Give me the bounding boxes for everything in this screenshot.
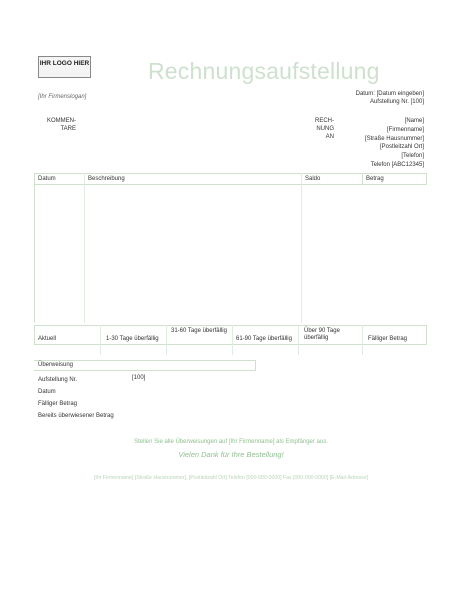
aging-current: Aktuell — [38, 336, 57, 342]
logo-text: IHR LOGO HIER — [39, 60, 90, 67]
remit-statement-number-value: [100] — [132, 375, 146, 381]
remittance-note: Stellen Sie alle Überweisungen auf [Ihr Firmenname] als Empfänger aus. — [134, 439, 328, 445]
aging-1-30: 1-30 Tage überfällig — [106, 336, 159, 342]
column-header-amount: Betrag — [366, 176, 384, 182]
statement-date: Datum: [Datum eingeben] — [355, 91, 424, 97]
remit-amount-due-label: Fälliger Betrag — [38, 401, 78, 407]
thank-you-message: Vielen Dank für Ihre Bestellung! — [178, 450, 284, 459]
aging-61-90: 61-90 Tage überfällig — [236, 336, 292, 342]
remittance-section — [34, 360, 256, 422]
aging-over-90: Über 90 Tage überfällig — [304, 328, 340, 341]
aging-31-60: 31-60 Tage überfällig — [171, 328, 227, 334]
statement-table — [34, 173, 427, 323]
statement-number: Aufstellung Nr. [100] — [369, 99, 424, 105]
column-header-description: Beschreibung — [88, 176, 125, 182]
column-header-date: Datum — [38, 176, 56, 182]
document-title: Rechnungsaufstellung — [148, 58, 380, 84]
company-address-footer: [Ihr Firmenname] [Straße Hausnummer], [Postleitzahl Ort] Telefon [000-000-0000] Fax [000-000-0000] [E-Mail-Adresse] — [93, 475, 369, 481]
bill-to-label: RECH- NUNG AN — [315, 118, 334, 140]
aging-amount-due: Fälliger Betrag — [368, 336, 408, 342]
remittance-title: Überweisung — [38, 362, 74, 368]
remit-amount-paid-label: Bereits überwiesener Betrag — [38, 413, 114, 419]
company-slogan: [Ihr Firmenslogan] — [38, 94, 87, 100]
column-header-balance: Saldo — [305, 176, 321, 182]
remit-date-label: Datum — [38, 389, 56, 395]
remit-statement-number-label: Aufstellung Nr. — [38, 377, 78, 383]
aging-table — [34, 325, 427, 355]
bill-to-address: [Name] [Firmenname] [Straße Hausnummer] [Postleitzahl Ort] [Telefon] Telefon [ABC12345] — [364, 118, 424, 168]
company-logo — [38, 56, 91, 78]
comments-label: KOMMEN- TARE — [47, 118, 76, 132]
